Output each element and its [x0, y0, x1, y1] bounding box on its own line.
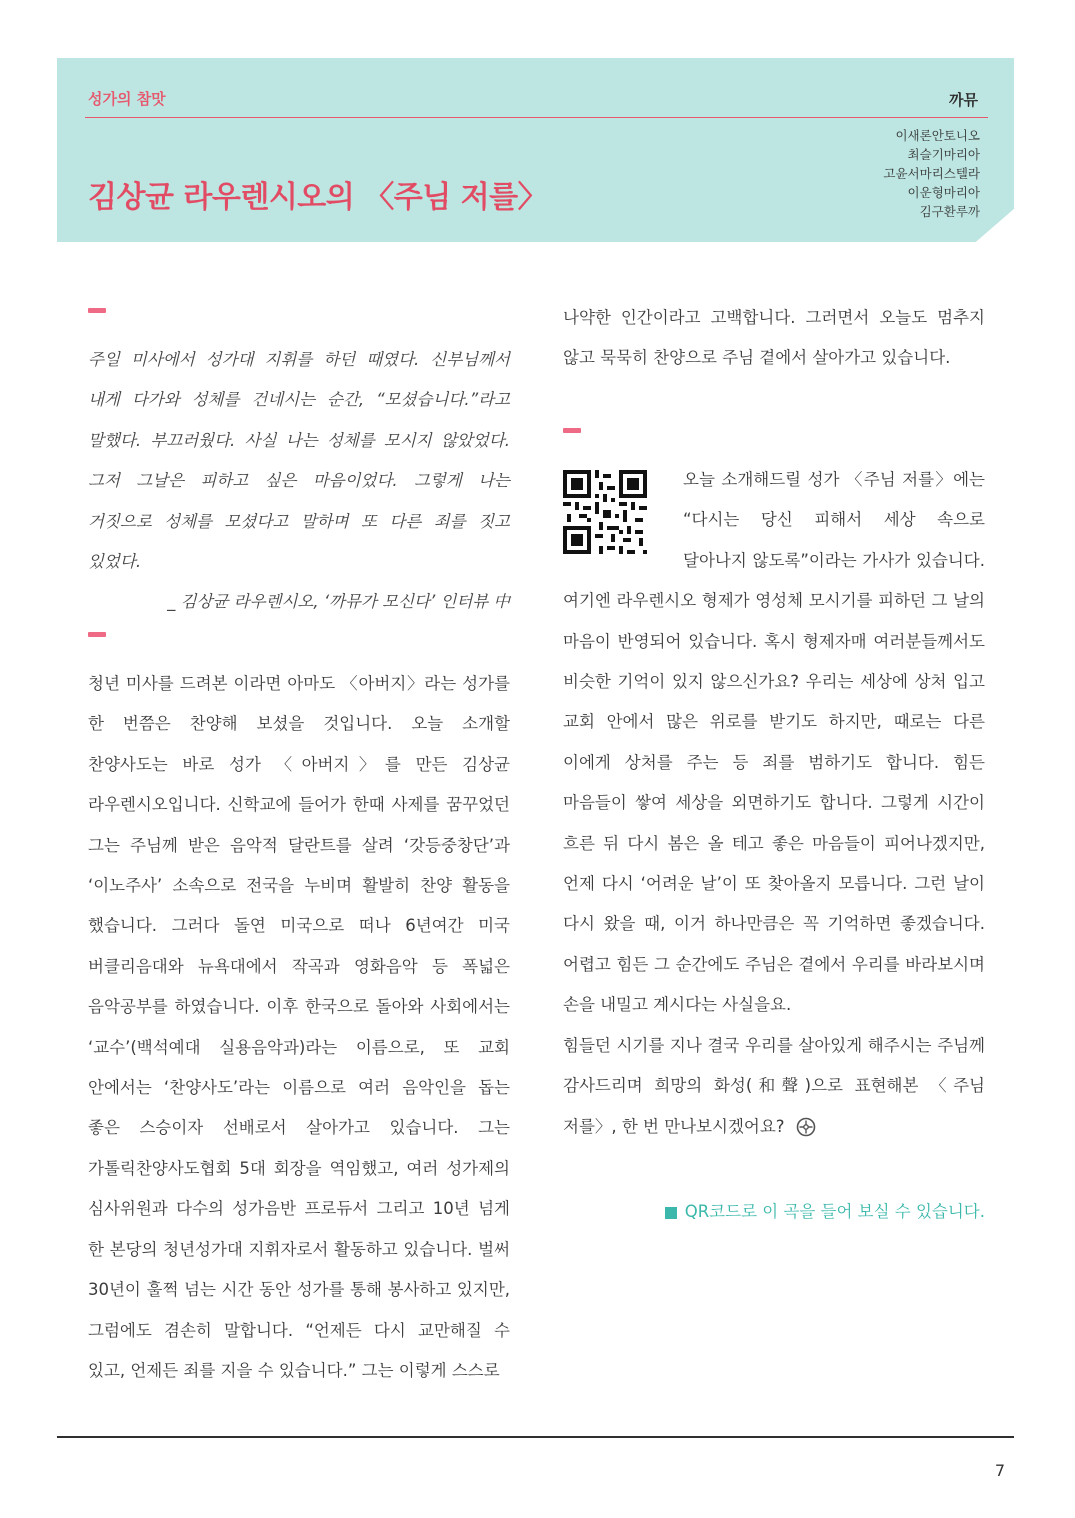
quote-source: _ 김상균 라우렌시오, ‘까뮤가 모신다’ 인터뷰 中	[167, 592, 510, 612]
section-dash	[563, 428, 581, 433]
page-number: 7	[994, 1461, 1005, 1480]
article-body-right-top	[563, 298, 985, 379]
page-title: 김상균 라우렌시오의 〈주님 저를〉	[88, 180, 548, 215]
member-list	[780, 126, 980, 221]
qr-note	[665, 1198, 985, 1222]
member-name: 이운형마리아	[907, 185, 980, 200]
square-bullet-icon	[665, 1207, 677, 1219]
closing-paragraph	[563, 1026, 985, 1147]
article-body-left	[88, 664, 510, 1391]
member-name: 최슬기마리아	[907, 147, 980, 162]
intro-text: 오늘 소개해드릴 성가 〈주님 저를〉에는 “다시는 당신 피해서 세상 속으로 달아나지 않도록”이라는 가사가 있습니다.	[683, 470, 985, 570]
body-paragraph: 청년 미사를 드려본 이라면 아마도 〈아버지〉라는 성가를 한 번쯤은 찬양해 보셨을 것입니다. 오늘 소개할 찬양사도는 바로 성가 〈아버지〉를 만든 김상균 라우렌시오입니다. 신학교에 들어가 한때 사제를 꿈꾸었던 그는 주님께 받은 음악적 달란트를 살려 ‘갓등중창단’과 ‘이노주사’ 소속으로 전국을 누비며 활발히 찬양 활동을 했습니다. 그러다 돌연 미국으로 떠나 6년여간 미국 버클리음대와 뉴욕대에서 작곡과 영화음악 등 폭넓은 음악공부를 하였습니다. 이후 한국으로 돌아와 사회에서는 ‘교수’(백석예대 실용음악과)라는 이름으로, 또 교회 안에서는 ‘찬양사도’라는 이름으로 여러 음악인을 돕는 좋은 스승이자 선배로서 살아가고 있습니다. 그는 가톨릭찬양사도협회 5대 회장을 역임했고, 여러 성가제의 심사위원과 다수의 성가음반 프로듀서 그리고 10년 넘게 한 본당의 청년성가대 지휘자로서 활동하고 있습니다. 벌써 30년이 훌쩍 넘는 시간 동안 성가를 통해 봉사하고 있지만, 그럼에도 겸손히 말합니다. “언제든 다시 교만해질 수 있고, 언제든 죄를 지을 수 있습니다.” 그는 이렇게 스스로	[88, 674, 510, 1380]
intro-paragraph	[563, 460, 985, 1026]
series-name: 까뮤	[949, 91, 978, 109]
section-dash	[88, 308, 106, 313]
article-body-right	[563, 460, 985, 1147]
member-name: 김구환루까	[919, 204, 980, 219]
header-divider	[85, 117, 988, 118]
footer-divider	[57, 1436, 1014, 1438]
qr-spacer	[563, 460, 683, 578]
member-name: 이새론안토니오	[895, 128, 980, 143]
body-paragraph: 나약한 인간이라고 고백합니다. 그러면서 오늘도 멈추지 않고 묵묵히 찬양으로 주님 곁에서 살아가고 있습니다.	[563, 308, 985, 368]
qr-note-text: QR코드로 이 곡을 들어 보실 수 있습니다.	[684, 1202, 985, 1221]
quote-block	[88, 340, 510, 622]
cd-end-mark-icon	[796, 1117, 816, 1137]
member-name: 고윤서마리스텔라	[883, 166, 980, 181]
closing-text: 힘들던 시기를 지나 결국 우리를 살아있게 해주시는 주님께 감사드리며 희망의 화성(和聲)으로 표현해본 〈주님 저를〉, 한 번 만나보시겠어요?	[563, 1035, 985, 1136]
body-text: 여기엔 라우렌시오 형제가 영성체 모시기를 피하던 그 날의 마음이 반영되어 있습니다. 혹시 형제자매 여러분들께서도 비슷한 기억이 있지 않으신가요? 우리는 세상에 상처 입고 교회 안에서 많은 위로를 받기도 하지만, 때로는 다른 이에게 상처를 주는 등 죄를 범하기도 합니다. 힘든 마음들이 쌓여 세상을 외면하기도 합니다. 그렇게 시간이 흐른 뒤 다시 봄은 올 테고 좋은 마음들이 피어나겠지만, 언제 다시 ‘어려운 날’이 또 찾아올지 모릅니다. 그런 날이 다시 왔을 때, 이거 하나만큼은 꼭 기억하면 좋겠습니다. 어렵고 힘든 그 순간에도 주님은 곁에서 우리를 바라보시며 손을 내밀고 계시다는 사실을요.	[563, 591, 985, 1015]
quote-text: 주일 미사에서 성가대 지휘를 하던 때였다. 신부님께서 내게 다가와 성체를 건네시는 순간, “모셨습니다.”라고 말했다. 부끄러웠다. 사실 나는 성체를 모시지 않았었다. 그저 그날은 피하고 싶은 마음이었다. 그렇게 나는 거짓으로 성체를 모셨다고 말하며 또 다른 죄를 짓고 있었다.	[88, 350, 510, 572]
section-dash	[88, 632, 106, 637]
section-label: 성가의 참맛	[88, 90, 166, 108]
